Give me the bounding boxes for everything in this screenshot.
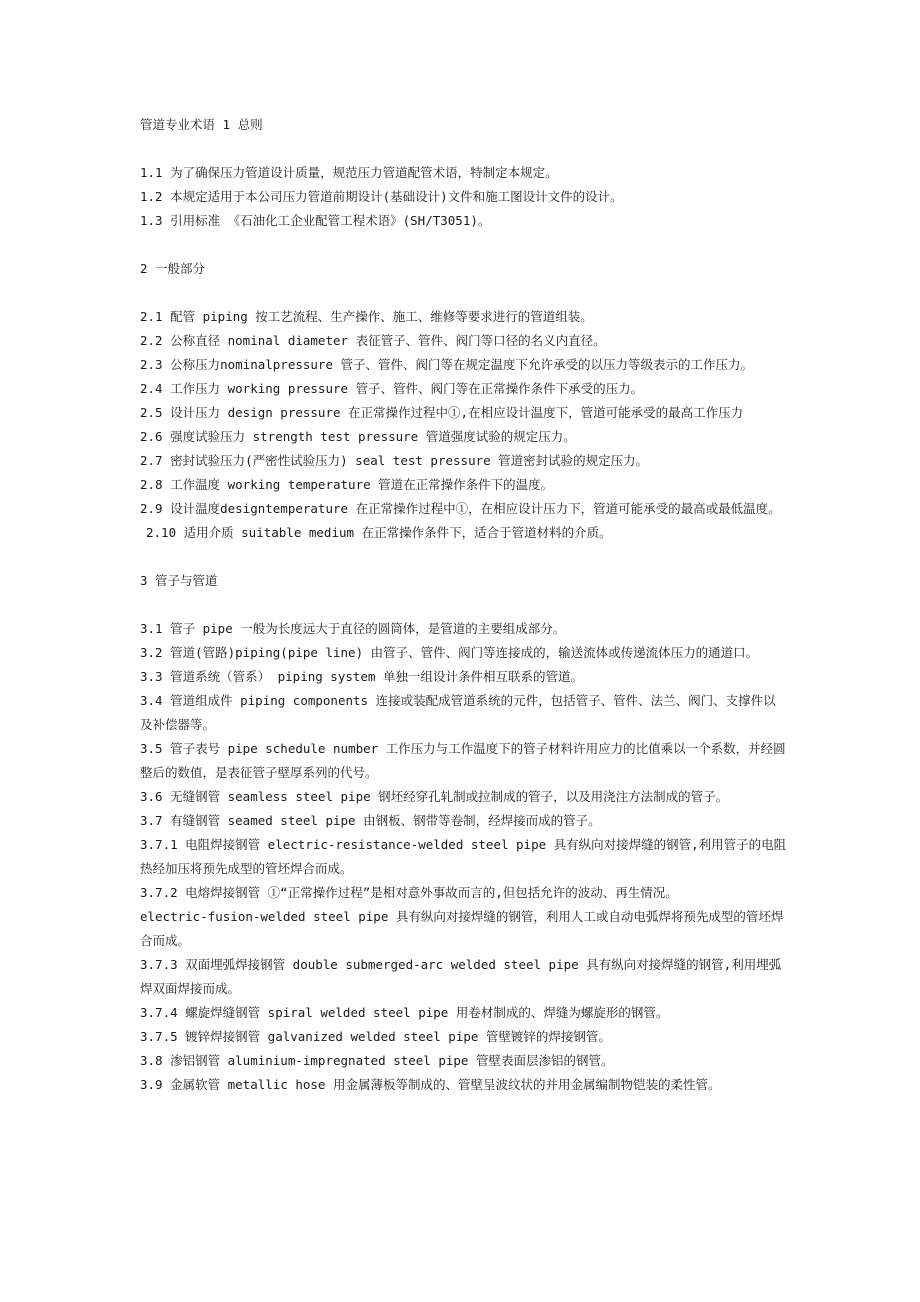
spacer bbox=[140, 545, 788, 569]
spacer bbox=[140, 233, 788, 257]
clause-3-7-3: 3.7.3 双面埋弧焊接钢管 double submerged-arc welded steel pipe 具有纵向对接焊缝的钢管,利用埋弧焊双面焊接而成。 bbox=[140, 957, 782, 996]
spacer bbox=[140, 593, 788, 617]
clause-2-9: 2.9 设计温度designtemperature 在正常操作过程中①，在相应设计压力下，管道可能承受的最高或最低温度。 bbox=[140, 501, 781, 516]
section-heading-2: 2 一般部分 bbox=[140, 261, 206, 276]
clause-2-5: 2.5 设计压力 design pressure 在正常操作过程中①,在相应设计温度下，管道可能承受的最高工作压力 bbox=[140, 405, 744, 420]
clause-2-6: 2.6 强度试验压力 strength test pressure 管道强度试验的规定压力。 bbox=[140, 429, 576, 444]
clause-3-7-4: 3.7.4 螺旋焊缝钢管 spiral welded steel pipe 用卷材制成的、焊缝为螺旋形的钢管。 bbox=[140, 1005, 669, 1020]
clause-3-6: 3.6 无缝钢管 seamless steel pipe 钢坯经穿孔轧制或拉制成的管子，以及用浇注方法制成的管子。 bbox=[140, 789, 729, 804]
clause-3-9: 3.9 金属软管 metallic hose 用金属薄板等制成的、管壁呈波纹状的并用金属编制物铠装的柔性管。 bbox=[140, 1077, 721, 1092]
clause-3-5: 3.5 管子表号 pipe schedule number 工作压力与工作温度下的管子材料许用应力的比值乘以一个系数，并经圆整后的数值，是表征管子壁厚系列的代号。 bbox=[140, 741, 786, 780]
clause-3-7-2-cont: electric-fusion-welded steel pipe 具有纵向对接焊缝的钢管，利用人工或自动电弧焊将预先成型的管坯焊合而成。 bbox=[140, 909, 784, 948]
clause-3-7-1: 3.7.1 电阻焊接钢管 electric-resistance-welded steel pipe 具有纵向对接焊缝的钢管,利用管子的电阻热经加压将预先成型的管坯焊合而成。 bbox=[140, 837, 787, 876]
clause-2-2: 2.2 公称直径 nominal diameter 表征管子、管件、阀门等口径的名义内直径。 bbox=[140, 333, 606, 348]
clause-3-7-5: 3.7.5 镀锌焊接钢管 galvanized welded steel pipe 管壁镀锌的焊接钢管。 bbox=[140, 1029, 611, 1044]
clause-2-8: 2.8 工作温度 working temperature 管道在正常操作条件下的温度。 bbox=[140, 477, 554, 492]
clause-3-7: 3.7 有缝钢管 seamed steel pipe 由钢板、钢带等卷制，经焊接而成的管子。 bbox=[140, 813, 601, 828]
clause-2-10: 2.10 适用介质 suitable medium 在正常操作条件下，适合于管道材料的介质。 bbox=[146, 525, 612, 540]
section-heading-3: 3 管子与管道 bbox=[140, 573, 218, 588]
clause-3-2: 3.2 管道(管路)piping(pipe line) 由管子、管件、阀门等连接成的，输送流体或传递流体压力的通道口。 bbox=[140, 645, 759, 660]
clause-2-7: 2.7 密封试验压力(严密性试验压力) seal test pressure 管道密封试验的规定压力。 bbox=[140, 453, 649, 468]
clause-3-3: 3.3 管道系统（管系） piping system 单独一组设计条件相互联系的管道。 bbox=[140, 669, 583, 684]
clause-1-1: 1.1 为了确保压力管道设计质量，规范压力管道配管术语，特制定本规定。 bbox=[140, 165, 558, 180]
clause-1-3: 1.3 引用标准 《石油化工企业配管工程术语》(SH/T3051)。 bbox=[140, 213, 491, 228]
spacer bbox=[140, 281, 788, 305]
clause-3-8: 3.8 渗铝钢管 aluminium-impregnated steel pipe 管壁表面层渗铝的钢管。 bbox=[140, 1053, 614, 1068]
clause-2-4: 2.4 工作压力 working pressure 管子、管件、阀门等在正常操作条件下承受的压力。 bbox=[140, 381, 644, 396]
spacer bbox=[140, 137, 788, 161]
document-title: 管道专业术语 1 总则 bbox=[140, 117, 263, 132]
clause-1-2: 1.2 本规定适用于本公司压力管道前期设计(基础设计)文件和施工图设计文件的设计。 bbox=[140, 189, 623, 204]
clause-3-7-2: 3.7.2 电熔焊接钢管 ①“正常操作过程”是相对意外事故而言的,但包括允许的波动、再生情况。 bbox=[140, 885, 678, 900]
clause-2-3: 2.3 公称压力nominalpressure 管子、管件、阀门等在规定温度下允许承受的以压力等级表示的工作压力。 bbox=[140, 357, 754, 372]
clause-3-4: 3.4 管道组成件 piping components 连接或装配成管道系统的元件，包括管子、管件、法兰、阀门、支撑件以及补偿器等。 bbox=[140, 693, 776, 732]
clause-3-1: 3.1 管子 pipe 一般为长度远大于直径的圆筒体，是管道的主要组成部分。 bbox=[140, 621, 566, 636]
document-body bbox=[140, 113, 788, 1097]
clause-2-1: 2.1 配管 piping 按工艺流程、生产操作、施工、维修等要求进行的管道组装。 bbox=[140, 309, 593, 324]
